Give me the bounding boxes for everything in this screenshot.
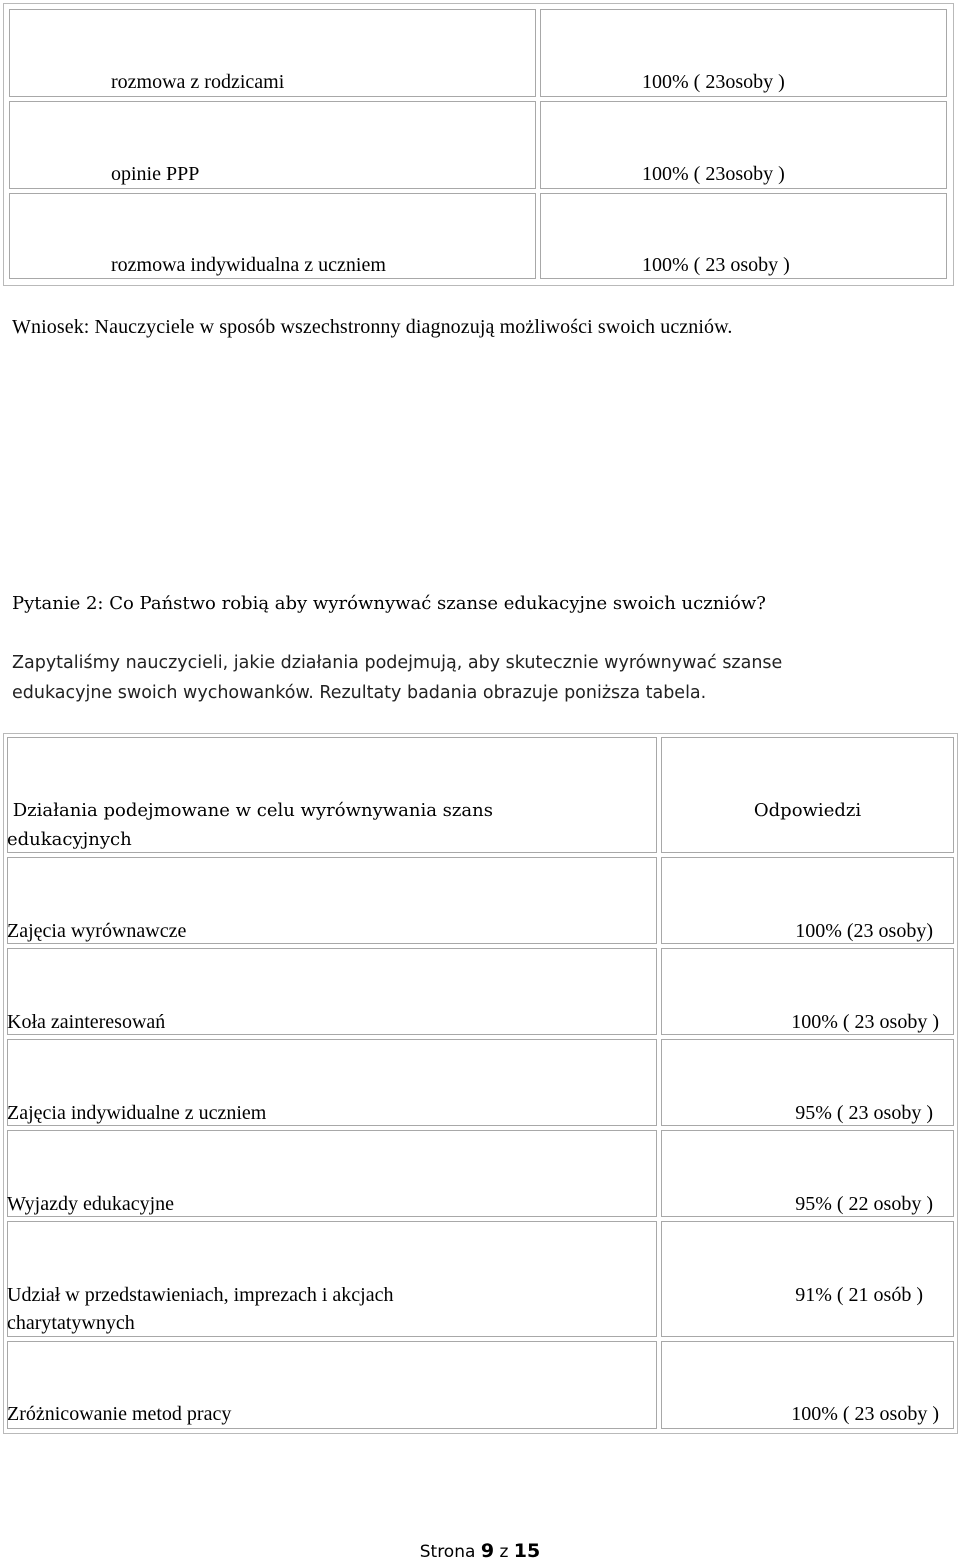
table-row-label: opinie PPP <box>111 163 200 185</box>
table-cell <box>9 101 536 189</box>
table-row-label-cont: charytatywnych <box>7 1312 135 1334</box>
table-row-label: Wyjazdy edukacyjne <box>7 1193 175 1215</box>
table-row-value: 100% ( 23 osoby ) <box>791 1011 939 1033</box>
equal-opportunity-actions-table <box>3 733 958 1434</box>
footer-prefix: Strona <box>419 1542 476 1562</box>
table-row-value: 100% ( 23 osoby ) <box>791 1403 939 1425</box>
diagnosis-methods-table <box>3 3 954 286</box>
intro-paragraph <box>12 648 942 708</box>
table-header-col1-cont: edukacyjnych <box>7 829 132 850</box>
table-row-value: 100% ( 23osoby ) <box>642 71 785 93</box>
table-row-label: Zajęcia wyrównawcze <box>7 920 187 942</box>
footer-page-number: 9 <box>480 1540 495 1562</box>
intro-line: edukacyjne swoich wychowanków. Rezultaty badania obrazuje poniższa tabela. <box>12 683 707 703</box>
conclusion-text: Wniosek: Nauczyciele w sposób wszechstronny diagnozują możliwości swoich uczniów. <box>12 316 733 338</box>
table-row-value: 100% ( 23osoby ) <box>642 163 785 185</box>
table-row-label: rozmowa indywidualna z uczniem <box>111 254 386 276</box>
page-footer <box>0 1540 960 1563</box>
table-row-label: Zróżnicowanie metod pracy <box>7 1403 232 1425</box>
question-heading: Pytanie 2: Co Państwo robią aby wyrównywać szanse edukacyjne swoich uczniów? <box>12 593 766 614</box>
table-row-value: 95% ( 23 osoby ) <box>795 1102 933 1124</box>
footer-separator: z <box>499 1542 509 1562</box>
table-row-label: Zajęcia indywidualne z uczniem <box>7 1102 267 1124</box>
table-row-value: 91% ( 21 osób ) <box>795 1284 923 1306</box>
table-cell <box>661 1221 954 1337</box>
table-row-label: rozmowa z rodzicami <box>111 71 285 93</box>
table-header-col2: Odpowiedzi <box>753 800 862 821</box>
table-header-col1: Działania podejmowane w celu wyrównywania szans <box>7 800 493 821</box>
table-row-value: 95% ( 22 osoby ) <box>795 1193 933 1215</box>
table-row-label: Udział w przedstawieniach, imprezach i akcjach <box>7 1284 394 1306</box>
table-row-label: Koła zainteresowań <box>7 1011 166 1033</box>
table-row-value: 100% (23 osoby) <box>795 920 933 942</box>
intro-line: Zapytaliśmy nauczycieli, jakie działania podejmują, aby skutecznie wyrównywać szanse <box>12 653 783 673</box>
footer-total-pages: 15 <box>513 1540 541 1562</box>
table-row-value: 100% ( 23 osoby ) <box>642 254 790 276</box>
table-header-cell <box>661 737 954 853</box>
